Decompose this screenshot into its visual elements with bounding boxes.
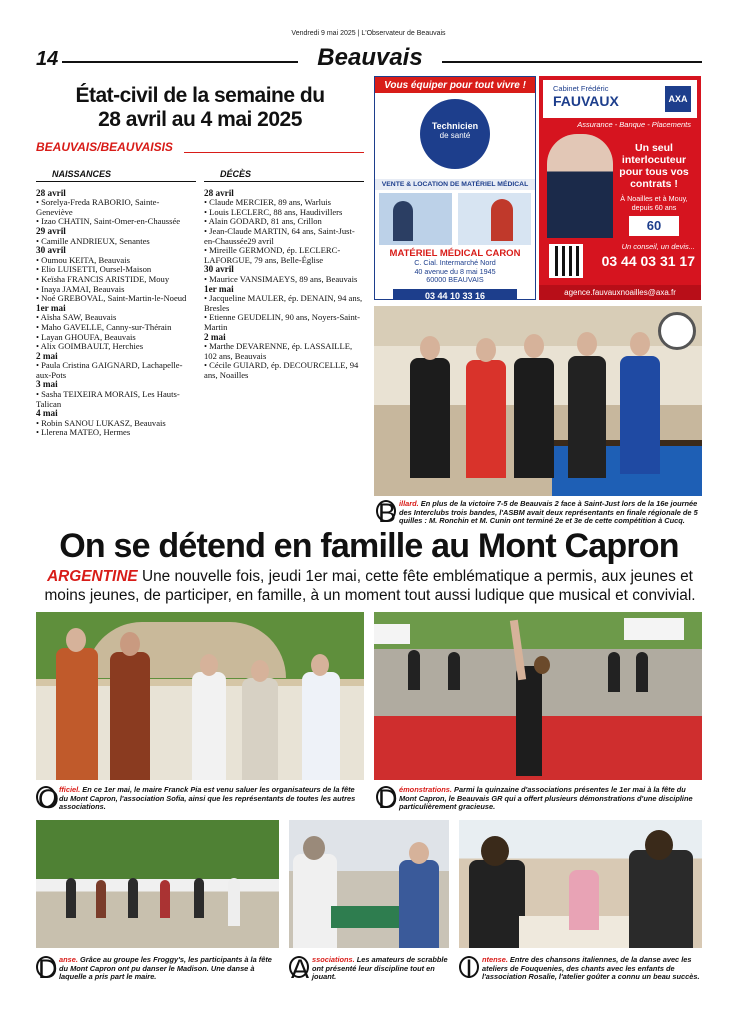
demonstrations-lead: émonstrations.	[399, 785, 452, 794]
demonstrations-caption	[376, 786, 702, 812]
dancer-f	[228, 878, 240, 926]
dancer-4	[636, 652, 648, 692]
ad-fauvaux-since: À Noailles et à Mouy, depuis 60 ans	[620, 194, 688, 212]
naissances-date: 30 avril	[36, 245, 66, 256]
person-officiel-1	[56, 648, 98, 780]
person-officiel-2-head	[120, 632, 140, 656]
dancer-e	[194, 878, 204, 918]
etat-civil-title-line1: État-civil de la semaine du	[75, 84, 325, 107]
logo-line2: de santé	[439, 131, 471, 140]
person-4	[568, 356, 606, 478]
naissances-entry: • Keïsha FRANCIS ARISTIDE, Mouy	[36, 273, 170, 284]
gymnast	[516, 666, 542, 776]
clock-icon	[658, 312, 696, 350]
ad-fauvaux-header	[543, 80, 697, 118]
person-officiel-5-head	[311, 654, 329, 676]
dancer-c	[128, 878, 138, 918]
woman-left-head	[481, 836, 509, 866]
naissances-date: 4 mai	[36, 408, 58, 419]
intense-dropcap: I	[459, 956, 479, 978]
header-rule-right	[442, 61, 702, 63]
naissances-entry: • Sasha TEIXEIRA MORAIS, Les Hauts-Talican	[36, 389, 180, 409]
deces-heading: DÉCÈS	[204, 170, 364, 182]
dancer-a	[66, 878, 76, 918]
demonstrations-photo	[374, 612, 702, 780]
person-officiel-4	[242, 678, 278, 780]
qr-code-icon[interactable]	[549, 244, 583, 278]
intense-lead: ntense.	[482, 955, 508, 964]
person-officiel-5	[302, 672, 340, 780]
ad-caron-addr2: 40 avenue du 8 mai 1945	[414, 266, 496, 276]
ad-cabinet-fauvaux[interactable]	[539, 76, 701, 300]
dancer-3	[608, 652, 620, 692]
person-3-head	[524, 334, 544, 358]
naissances-entry: • Aïsha SAW, Beauvais	[36, 312, 117, 323]
ad-caron-addr1: C. Cial. Intermarché Nord	[414, 258, 496, 267]
naissances-entry: • Noé GREBOVAL, Saint-Martin-le-Noeud	[36, 293, 187, 304]
person-4-head	[577, 332, 597, 356]
billard-lead: illard.	[399, 499, 419, 508]
etat-civil-title-line2: 28 avril au 4 mai 2025	[98, 108, 302, 131]
naissances-entry: • Elio LUISETTI, Oursel-Maison	[36, 264, 152, 275]
article-chapo-text: Une nouvelle fois, jeudi 1er mai, cette fête emblématique a permis, aux jeunes et moins jeunes, de participer, en famille, à un moment tout aussi ludique que musical et convivial.	[44, 568, 696, 604]
naissances-entry: • Llerena MATEO, Hermes	[36, 427, 131, 438]
person-officiel-3	[192, 672, 226, 780]
naissances-entry: • Robin SANOU LUKASZ, Beauvais	[36, 417, 166, 428]
deces-column	[204, 170, 364, 380]
associations-caption	[289, 956, 449, 982]
person-1	[410, 358, 450, 478]
demonstrations-dropcap: D	[378, 784, 398, 814]
deces-entry: • Cécile GUIARD, ép. DECOURCELLE, 94 ans, Noailles	[204, 360, 359, 380]
danse-dropcap: D	[38, 954, 58, 984]
deces-entry: • Alain GODARD, 81 ans, Crillon	[204, 216, 322, 227]
deces-entry: • Maurice VANSIMAEYS, 89 ans, Beauvais	[204, 273, 358, 284]
dancer-2	[448, 652, 460, 690]
woman-left	[469, 860, 525, 948]
woman-right-head	[645, 830, 673, 860]
article-headline: On se détend en famille au Mont Capron	[59, 527, 679, 565]
billard-dropcap: B	[378, 498, 397, 528]
technicien-de-sante-logo	[420, 99, 490, 169]
billard-caption	[376, 500, 702, 526]
agent-portrait	[547, 134, 613, 238]
person-officiel-2	[110, 652, 150, 780]
danse-caption	[36, 956, 279, 982]
person-5	[620, 356, 660, 474]
person-2	[466, 360, 506, 478]
associations-text: Les amateurs de scrabble ont présenté leur discipline tout en jouant.	[312, 955, 448, 982]
subtitle-rule	[184, 152, 364, 153]
associations-dropcap: A	[291, 954, 310, 984]
intense-caption	[459, 956, 702, 982]
ad-caron-band: VENTE & LOCATION DE MATÉRIEL MÉDICAL	[375, 179, 535, 190]
naissances-column	[36, 170, 196, 438]
etat-civil-subtitle: BEAUVAIS/BEAUVAISIS	[36, 140, 173, 154]
deces-date: 28 avril	[204, 187, 234, 198]
person-3	[514, 358, 554, 478]
deces-entry: • Etienne GEUDELIN, 90 ans, Noyers-Saint-Martin	[204, 312, 360, 332]
officiel-caption	[36, 786, 362, 812]
naissances-date: 2 mai	[36, 350, 58, 361]
naissances-entry: • Layan GHOUFA, Beauvais	[36, 331, 136, 342]
date-line: Vendredi 9 mai 2025 | L'Observateur de Beauvais	[291, 30, 446, 37]
child	[569, 870, 599, 930]
officiel-text: En ce 1er mai, le maire Franck Pia est venu saluer les organisateurs de la fête du Mont Capron, l'association Sofia, ainsi que les représentants de toutes les autres associations.	[59, 785, 356, 812]
naissances-date: 29 avril	[36, 225, 66, 236]
person-officiel-4-head	[251, 660, 269, 682]
demonstrations-text: Parmi la quinzaine d'associations présentes le 1er mai à la fête du Mont Capron, le Beauvais GR qui a offert plusieurs démonstrations d'une discipline particulièrement gracieuse.	[399, 785, 693, 812]
logo-line1: Technicien	[431, 121, 479, 131]
deces-date: 1er mai	[204, 283, 234, 294]
deces-entry: • Jean-Claude MARTIN, 64 ans, Saint-Just-en-Chaussée29 avril	[204, 225, 355, 246]
section-title: Beauvais	[317, 44, 423, 71]
player-1	[293, 854, 337, 948]
article-chapo	[38, 567, 702, 605]
person-2-head	[476, 338, 496, 362]
ad-caron-slogan: Vous équiper pour tout vivre !	[375, 77, 535, 93]
ad-fauvaux-name: FAUVAUX	[553, 93, 619, 109]
woman-right	[629, 850, 693, 948]
naissances-entry: • Camille ANDRIEUX, Senantes	[36, 235, 150, 246]
danse-lead: anse.	[59, 955, 78, 964]
gymnast-raised-leg	[510, 620, 526, 681]
naissances-entry: • Sorelya-Freda RABORIO, Sainte-Geneviève	[36, 197, 160, 217]
billard-text: En plus de la victoire 7-5 de Beauvais 2 face à Saint-Just lors de la 16e journée des Interclubs trois bandes, l'ASBM avait deux représentants en finale régionale de 5 quilles : M. Ronchin et M. Cunin ont terminé 2e et 3e de cette compétition à Cucq.	[399, 499, 698, 526]
naissances-entry: • Inaya JAMAI, Beauvais	[36, 283, 125, 294]
ad-fauvaux-devis: Un conseil, un devis...	[621, 242, 695, 251]
ad-fauvaux-email[interactable]: agence.fauvauxnoailles@axa.fr	[539, 285, 701, 300]
associations-photo	[289, 820, 449, 948]
axa-logo-icon: AXA	[665, 86, 691, 112]
tent	[374, 624, 410, 644]
player-1-head	[303, 836, 325, 860]
ad-caron-phone[interactable]: 03 44 10 33 16	[393, 289, 517, 300]
deces-date: 30 avril	[204, 264, 234, 275]
deces-entry: • Claude MERCIER, 89 ans, Warluis	[204, 197, 331, 208]
intense-photo	[459, 820, 702, 948]
officiel-lead: fficiel.	[59, 785, 81, 794]
naissances-entry: • Maho GAVELLE, Canny-sur-Thérain	[36, 321, 172, 332]
header-rule-left	[62, 61, 298, 63]
deces-date: 2 mai	[204, 331, 226, 342]
officiel-photo	[36, 612, 364, 780]
naissances-heading: NAISSANCES	[36, 170, 196, 182]
dancer-d	[160, 880, 170, 918]
tent-2	[624, 618, 684, 640]
person-1-head	[420, 336, 440, 360]
deces-entry: • Jacqueline MAULER, ép. DENAIN, 94 ans, Bresles	[204, 293, 363, 313]
intense-text: Entre des chansons italiennes, de la danse avec les ateliers de Fouquenies, des chants avec les enfants de l'association Rosalie, l'atelier goûter a connu un beau succès.	[482, 955, 700, 982]
naissances-entry: • Oumou KEITA, Beauvais	[36, 254, 130, 265]
ad-fauvaux-cabinet: Cabinet Frédéric	[553, 84, 609, 93]
dancer-b	[96, 880, 106, 918]
ad-materiel-medical-caron[interactable]	[374, 76, 536, 300]
ad-fauvaux-tagline: Assurance - Banque - Placements	[577, 120, 691, 129]
player-2	[399, 860, 439, 948]
naissances-entry: • Alix GOIMBAULT, Herchies	[36, 341, 144, 352]
anniversary-badge: 60	[629, 216, 679, 236]
danse-text: Grâce au groupe les Froggy's, les participants à la fête du Mont Capron ont pu danser le Madison. Une danse à laquelle a pris part le maire.	[59, 955, 272, 982]
billard-photo	[374, 306, 702, 496]
ad-caron-addr3: 60000 BEAUVAIS	[426, 275, 484, 285]
article-kicker: ARGENTINE	[47, 568, 138, 585]
deces-entry: • Mireille GERMOND, ép. LECLERC-LAFORGUE, 79 ans, Belle-Église	[204, 245, 341, 265]
person-officiel-1-head	[66, 628, 86, 652]
danse-photo	[36, 820, 279, 948]
gymnast-head	[534, 656, 550, 674]
deces-entry: • Louis LECLERC, 88 ans, Haudivillers	[204, 206, 343, 217]
page-number: 14	[36, 48, 59, 70]
naissances-date: 28 avril	[36, 187, 66, 198]
naissances-entry: • Paula Cristina GAIGNARD, Lachapelle-aux-Pots	[36, 360, 183, 380]
naissances-date: 1er mai	[36, 302, 66, 313]
ad-caron-photos	[379, 193, 531, 245]
ad-caron-name: MATÉRIEL MÉDICAL CARON	[389, 248, 521, 259]
officiel-dropcap: O	[38, 784, 60, 814]
naissances-date: 3 mai	[36, 379, 58, 390]
naissances-entry: • Izao CHATIN, Saint-Omer-en-Chaussée	[36, 216, 181, 227]
ad-fauvaux-pitch: Un seul interlocuteur pour tous vos contrats !	[619, 142, 689, 190]
player-2-head	[409, 842, 429, 864]
ad-fauvaux-phone[interactable]: 03 44 03 31 17	[601, 253, 695, 269]
etat-civil-title	[40, 84, 360, 132]
dancer-1	[408, 650, 420, 690]
deces-entry: • Marthe DEVARENNE, ép. LASSAILLE, 102 ans, Beauvais	[204, 341, 353, 361]
associations-lead: ssociations.	[312, 955, 355, 964]
person-officiel-3-head	[200, 654, 218, 676]
person-5-head	[630, 332, 650, 356]
